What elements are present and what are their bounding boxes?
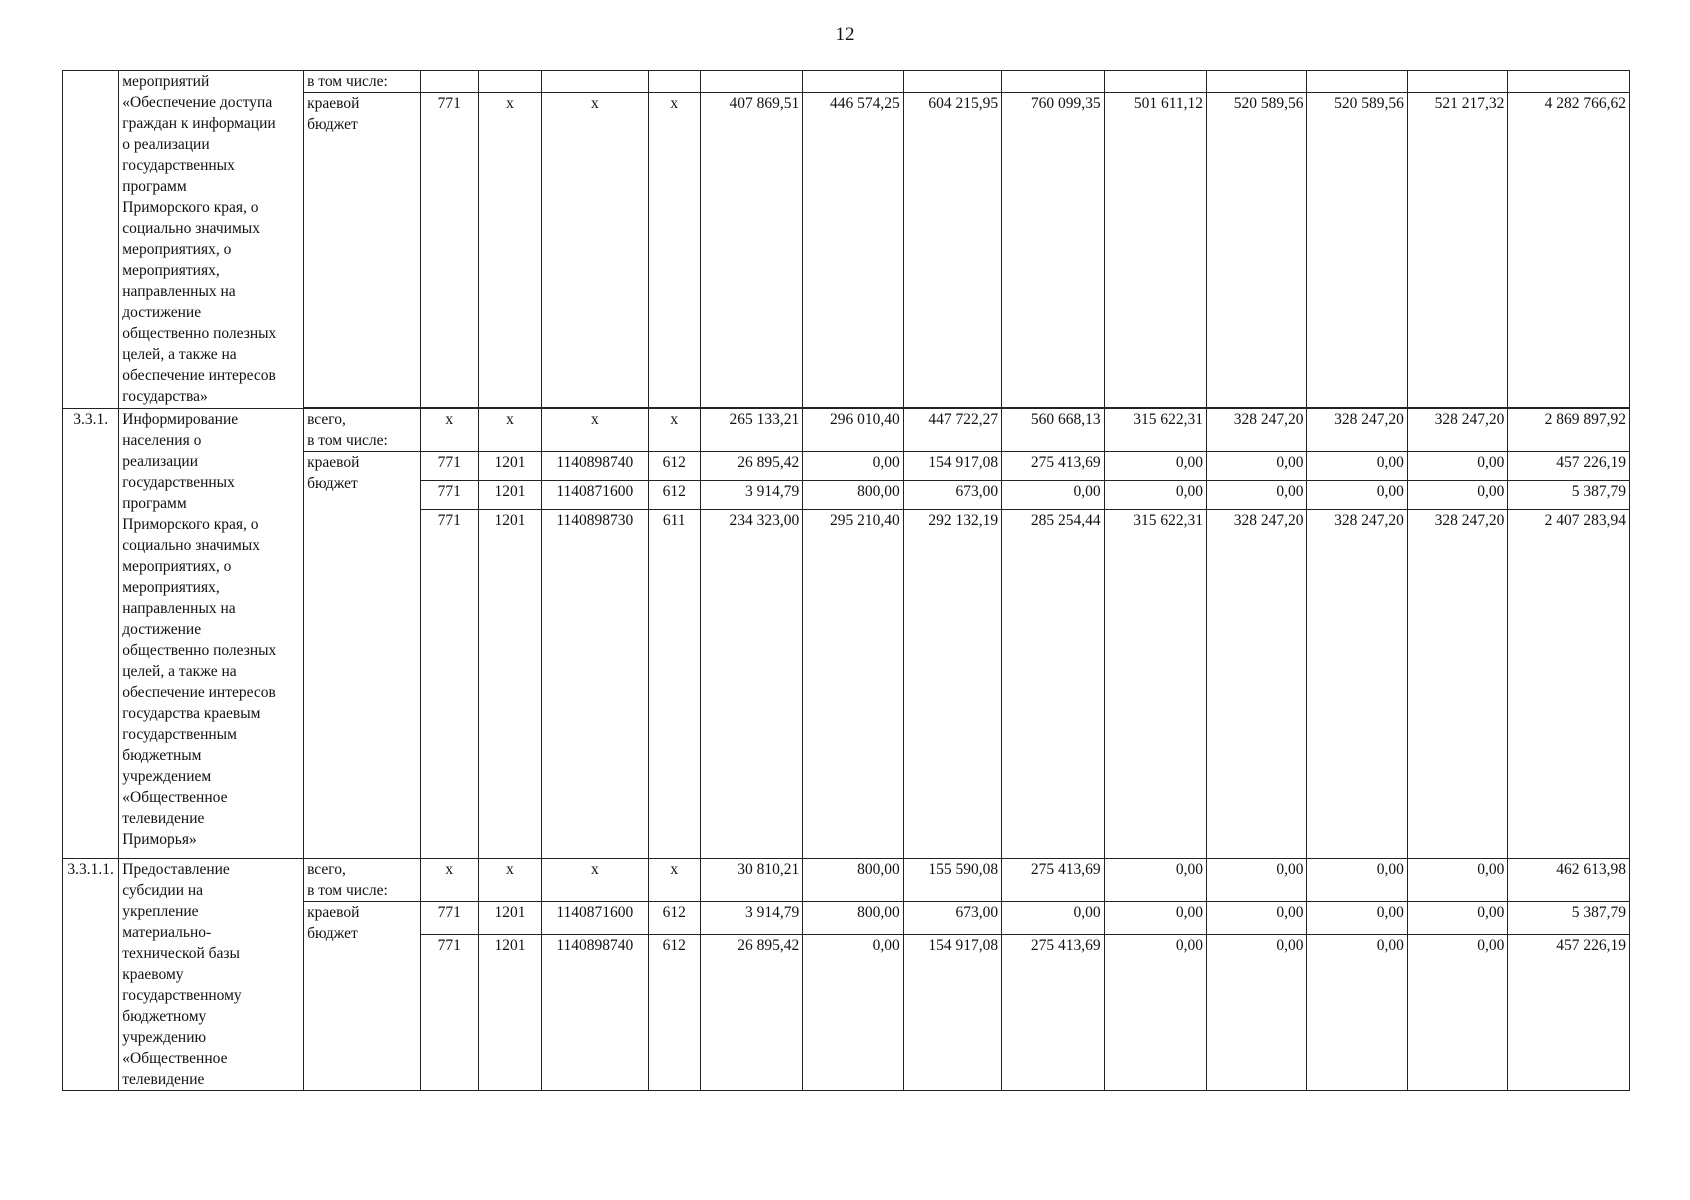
cell-csr: 1140898730: [542, 510, 648, 859]
cell-value: 155 590,08: [903, 859, 1001, 902]
cell-value: 0,00: [1307, 902, 1407, 935]
cell-value: 328 247,20: [1207, 409, 1307, 452]
cell-grbs: 771: [420, 452, 478, 481]
cell-value: 800,00: [803, 859, 903, 902]
row-id-cell: 3.3.1.1.: [63, 859, 119, 1091]
cell-value: 265 133,21: [700, 409, 802, 452]
cell-csr: 1140871600: [542, 481, 648, 510]
cell-value: 30 810,21: [700, 859, 802, 902]
cell-value: 407 869,51: [700, 93, 802, 408]
cell-value: 234 323,00: [700, 510, 802, 859]
cell-value: 328 247,20: [1307, 409, 1407, 452]
cell-value: 315 622,31: [1104, 409, 1206, 452]
cell-total: 5 387,79: [1508, 902, 1630, 935]
row-id-cell: [63, 71, 119, 409]
cell-vr: 612: [648, 935, 700, 1091]
cell-value: 0,00: [1307, 935, 1407, 1091]
cell-csr: 1140871600: [542, 902, 648, 935]
row-name-3-3: мероприятий «Обеспечение доступа граждан к информации о реализации государственных программ Приморского края, о социально значимых мероприятиях, о мероприятиях, направленных на достижение общественно полезных целей, а также на обеспечение интересов государства»: [119, 71, 304, 409]
cell-value: 501 611,12: [1104, 93, 1206, 408]
source-label: всего, в том числе:: [304, 409, 421, 452]
cell-value: 328 247,20: [1407, 409, 1507, 452]
cell-rzpr: 1201: [478, 452, 541, 481]
cell-value: 0,00: [1407, 935, 1507, 1091]
cell-value: 328 247,20: [1407, 510, 1507, 859]
cell-total: 2 869 897,92: [1508, 409, 1630, 452]
cell-vr: x: [648, 859, 700, 902]
cell-value: 0,00: [1307, 481, 1407, 510]
cell-value: 0,00: [1104, 452, 1206, 481]
row-id-cell: 3.3.1.: [63, 409, 119, 859]
row-name-3-3-1: Информирование населения о реализации государственных программ Приморского края, о социально значимых мероприятиях, о мероприятиях, направленных на достижение общественно полезных целей, а также на обеспечение интересов государства краевым государственным бюджетным учреждением «Общественное телевидение Приморья»: [119, 409, 304, 859]
cell-value: 285 254,44: [1002, 510, 1104, 859]
cell-value: 0,00: [1104, 935, 1206, 1091]
cell-rzpr: 1201: [478, 481, 541, 510]
cell-rzpr: x: [478, 93, 541, 408]
cell-grbs: x: [420, 409, 478, 452]
cell-total: 457 226,19: [1508, 935, 1630, 1091]
cell-value: 800,00: [803, 902, 903, 935]
cell-csr: 1140898740: [542, 452, 648, 481]
cell-vr: x: [648, 93, 700, 408]
cell-value: 0,00: [1002, 902, 1104, 935]
cell-total: 4 282 766,62: [1508, 93, 1630, 408]
cell-value: 0,00: [1207, 902, 1307, 935]
cell-rzpr: 1201: [478, 902, 541, 935]
table-row-3-3-1-1-total: [63, 859, 1630, 902]
cell-value: 560 668,13: [1002, 409, 1104, 452]
cell-rzpr: 1201: [478, 935, 541, 1091]
cell-value: 26 895,42: [700, 935, 802, 1091]
cell-total: 457 226,19: [1508, 452, 1630, 481]
cell-rzpr: 1201: [478, 510, 541, 859]
cell-csr: x: [542, 409, 648, 452]
cell-grbs: 771: [420, 902, 478, 935]
cell-grbs: 771: [420, 510, 478, 859]
cell-value: 3 914,79: [700, 902, 802, 935]
cell-csr: x: [542, 93, 648, 408]
cell-value: 0,00: [803, 935, 903, 1091]
row-name-3-3-1-1: Предоставление субсидии на укрепление материально- технической базы краевому государственному бюджетному учреждению «Общественное телевидение: [119, 859, 304, 1091]
source-label: в том числе:: [304, 71, 421, 93]
cell-value: 0,00: [1307, 452, 1407, 481]
cell-value: 0,00: [1207, 859, 1307, 902]
cell-value: 0,00: [1104, 859, 1206, 902]
cell-value: 0,00: [1307, 859, 1407, 902]
cell-value: 3 914,79: [700, 481, 802, 510]
cell-value: 446 574,25: [803, 93, 903, 408]
cell-value: 0,00: [1104, 902, 1206, 935]
cell-value: 296 010,40: [803, 409, 903, 452]
cell-vr: 612: [648, 481, 700, 510]
cell-value: 0,00: [1207, 452, 1307, 481]
page-number: 12: [835, 24, 855, 45]
cell-value: 0,00: [1407, 481, 1507, 510]
cell-value: 295 210,40: [803, 510, 903, 859]
cell-value: 292 132,19: [903, 510, 1001, 859]
cell-value: 0,00: [1002, 481, 1104, 510]
cell-total: 2 407 283,94: [1508, 510, 1630, 859]
table-row-3-3-1-total: [63, 409, 1630, 452]
cell-vr: 612: [648, 452, 700, 481]
cell-value: 0,00: [1207, 481, 1307, 510]
cell-csr: x: [542, 859, 648, 902]
cell-value: 520 589,56: [1307, 93, 1407, 408]
cell-value: 26 895,42: [700, 452, 802, 481]
cell-value: 275 413,69: [1002, 859, 1104, 902]
cell-vr: x: [648, 409, 700, 452]
cell-value: 447 722,27: [903, 409, 1001, 452]
source-label: всего, в том числе:: [304, 859, 421, 902]
cell-value: 275 413,69: [1002, 452, 1104, 481]
cell-value: 0,00: [1207, 935, 1307, 1091]
cell-value: 154 917,08: [903, 935, 1001, 1091]
cell-value: 154 917,08: [903, 452, 1001, 481]
cell-value: 0,00: [1407, 452, 1507, 481]
source-label: краевой бюджет: [304, 452, 421, 859]
cell-grbs: 771: [420, 935, 478, 1091]
cell-value: 0,00: [1407, 902, 1507, 935]
cell-value: 800,00: [803, 481, 903, 510]
cell-total: 462 613,98: [1508, 859, 1630, 902]
source-label: краевой бюджет: [304, 902, 421, 1091]
source-label: краевой бюджет: [304, 93, 421, 408]
cell-value: 0,00: [803, 452, 903, 481]
cell-value: 0,00: [1104, 481, 1206, 510]
cell-value: 0,00: [1407, 859, 1507, 902]
cell-value: 673,00: [903, 481, 1001, 510]
cell-grbs: 771: [420, 481, 478, 510]
cell-value: 328 247,20: [1207, 510, 1307, 859]
cell-value: 673,00: [903, 902, 1001, 935]
cell-grbs: x: [420, 859, 478, 902]
cell-grbs: 771: [420, 93, 478, 408]
budget-table: [62, 70, 1630, 1091]
cell-value: 315 622,31: [1104, 510, 1206, 859]
cell-rzpr: x: [478, 859, 541, 902]
cell-value: 520 589,56: [1207, 93, 1307, 408]
cell-csr: 1140898740: [542, 935, 648, 1091]
cell-vr: 611: [648, 510, 700, 859]
cell-value: 328 247,20: [1307, 510, 1407, 859]
table-row-3-3-header: [63, 71, 1630, 93]
cell-rzpr: x: [478, 409, 541, 452]
cell-value: 521 217,32: [1407, 93, 1507, 408]
cell-total: 5 387,79: [1508, 481, 1630, 510]
cell-vr: 612: [648, 902, 700, 935]
cell-value: 604 215,95: [903, 93, 1001, 408]
cell-value: 760 099,35: [1002, 93, 1104, 408]
cell-value: 275 413,69: [1002, 935, 1104, 1091]
